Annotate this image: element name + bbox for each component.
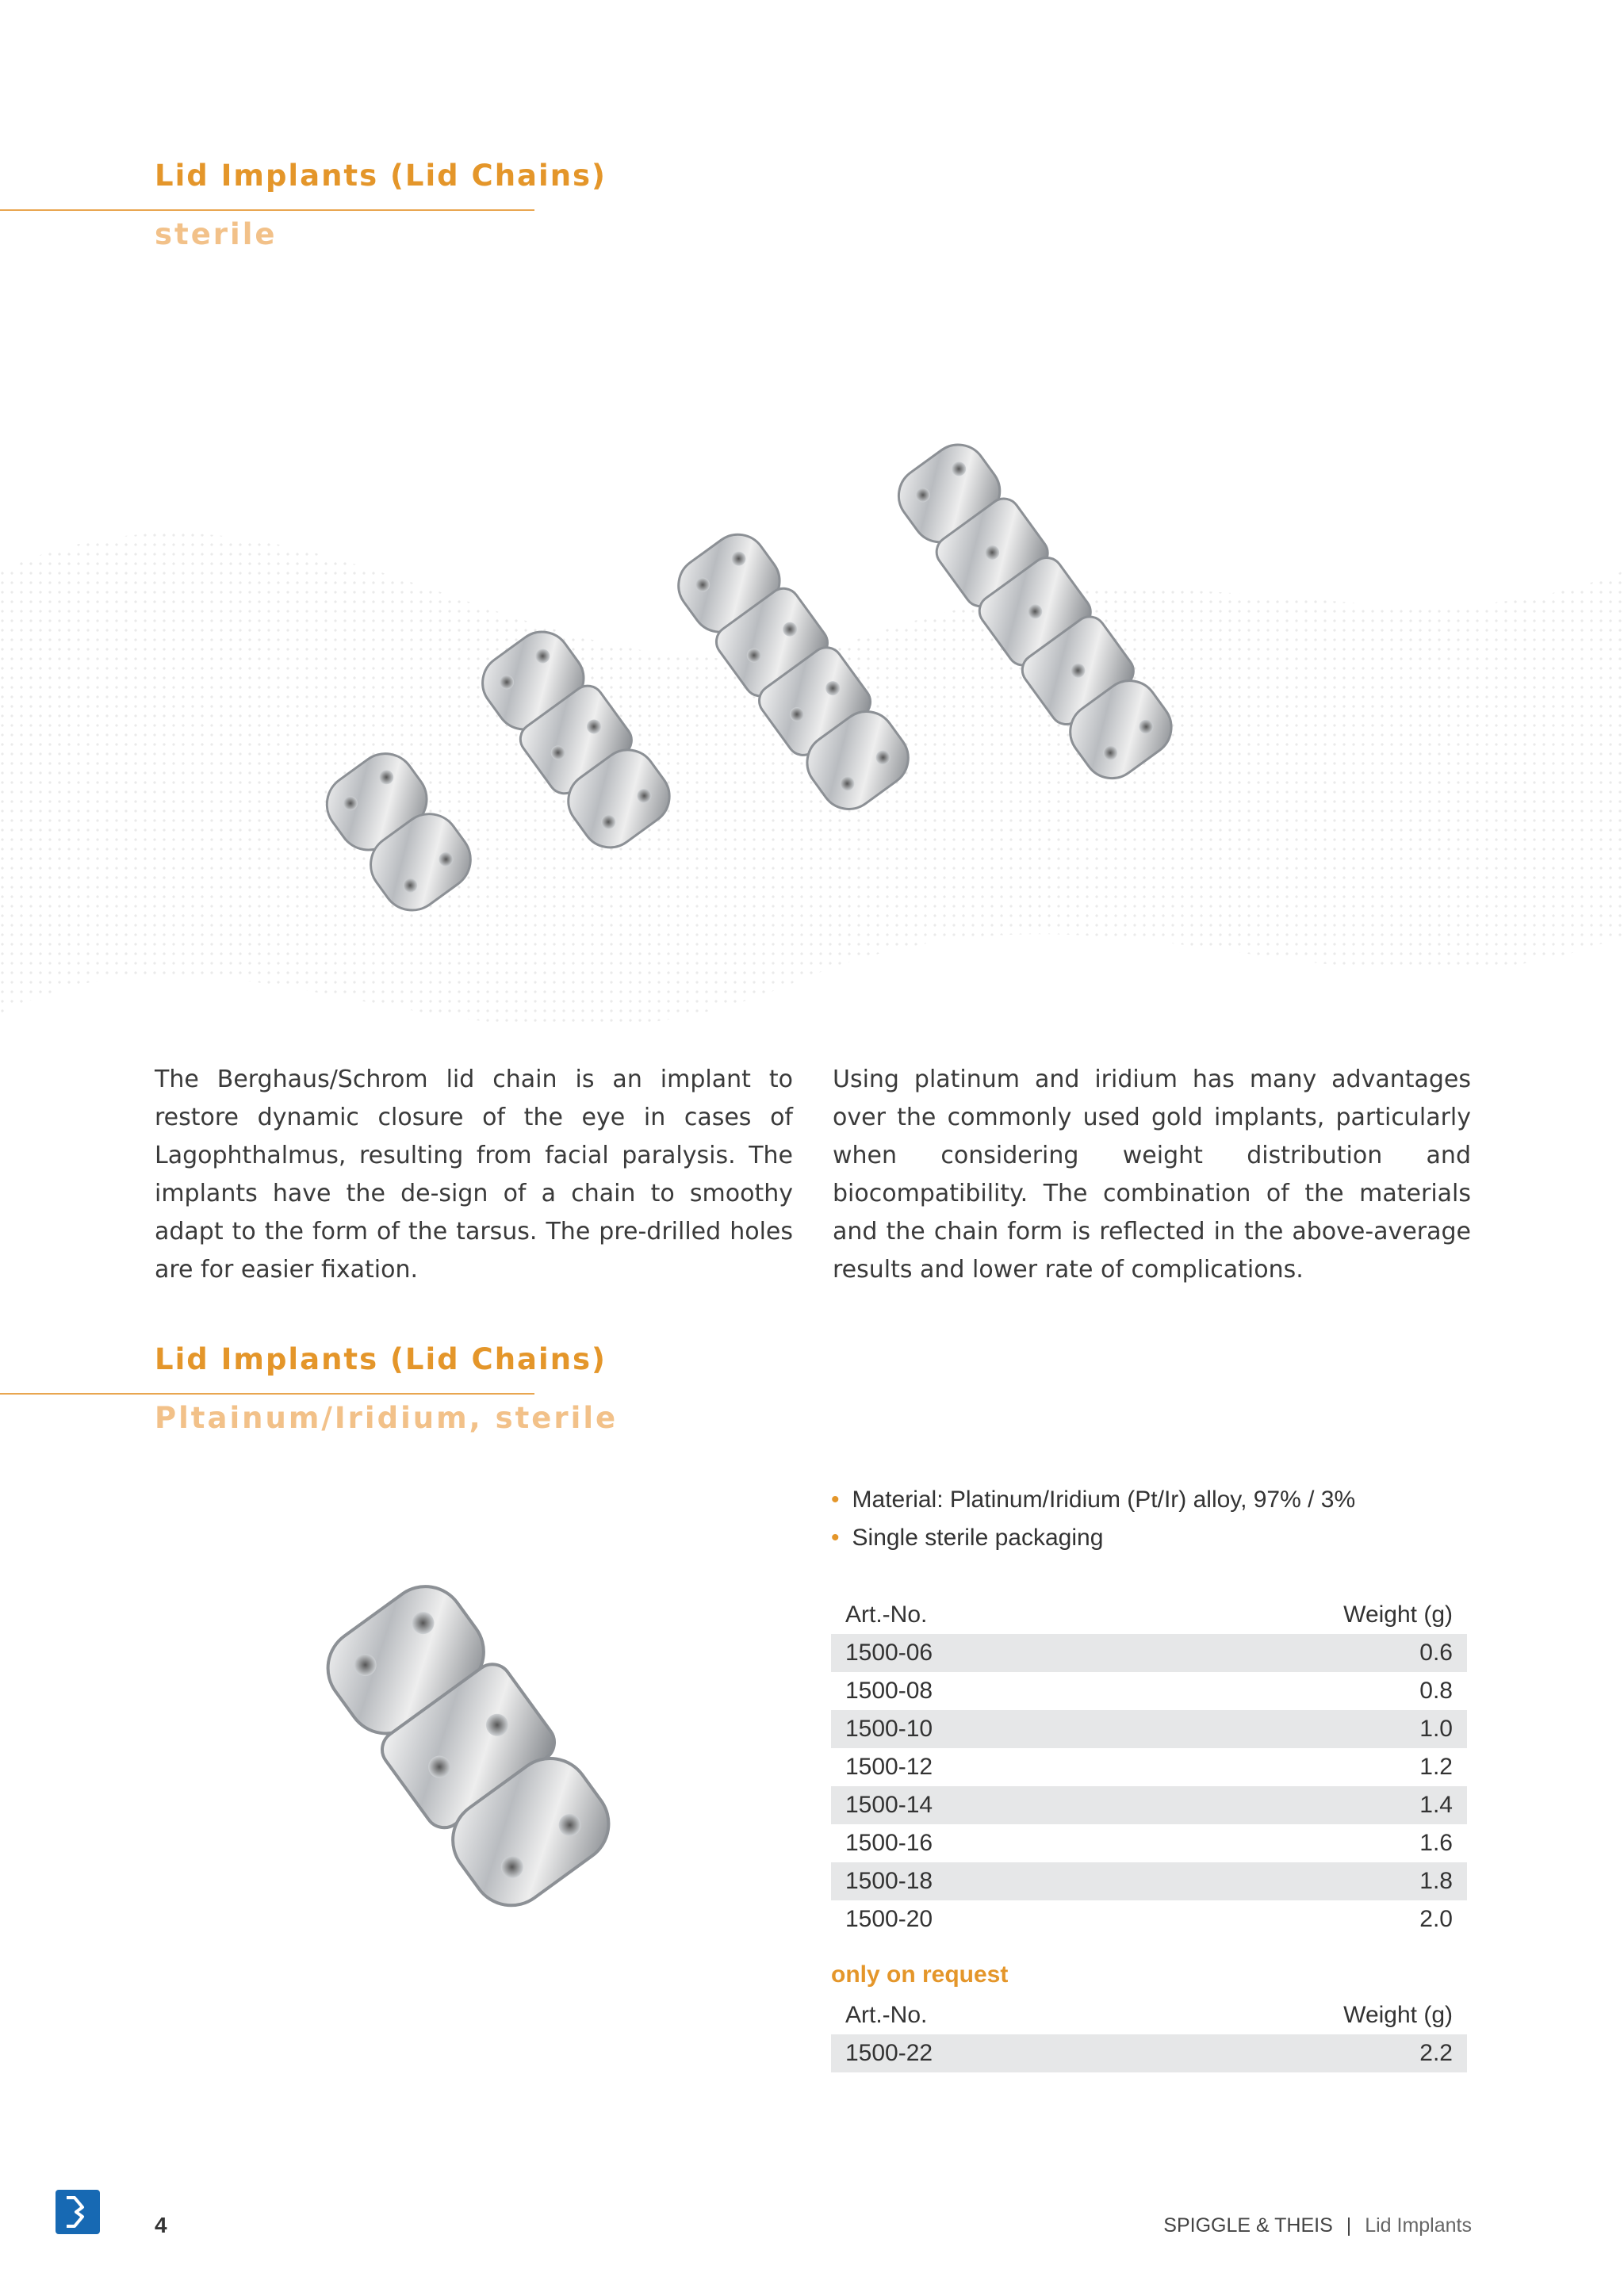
section1-rule (0, 209, 534, 211)
art-no-header: Art.-No. (845, 1601, 928, 1628)
section1-subtitle: sterile (155, 217, 278, 251)
bullet-dot-icon: • (831, 1487, 840, 1513)
table-row: 1500-08 0.8 (845, 1678, 1453, 1704)
section1-title: Lid Implants (Lid Chains) (155, 159, 607, 193)
table-row: 1500-18 1.8 (831, 1862, 1467, 1900)
weight-header: Weight (g) (1343, 2002, 1453, 2028)
single-lid-chain-image (278, 1554, 658, 1934)
table-header-row (831, 1596, 1467, 1634)
section2-subtitle: Pltainum/Iridium, sterile (155, 1401, 619, 1435)
section2-rule (0, 1393, 534, 1395)
feature-item: • Single sterile packaging (831, 1525, 1104, 1551)
table-row: 1500-22 2.2 (831, 2034, 1467, 2072)
intro-right-paragraph: Using platinum and iridium has many advantages over the commonly used gold implants, particularly when considering weight distribution and biocompatibility. The combination of the materials and the chain form is reflected in the above-average results and lower rate of complications. (833, 1066, 1471, 1284)
feature-list (831, 1481, 1355, 1557)
weight-table (831, 1596, 1467, 1938)
table-row: 1500-20 2.0 (845, 1906, 1453, 1932)
art-no-header: Art.-No. (845, 2002, 928, 2028)
bullet-dot-icon: • (831, 1525, 840, 1551)
table-row: 1500-06 0.6 (831, 1634, 1467, 1672)
footer-separator: | (1346, 2214, 1352, 2237)
table-row: 1500-10 1.0 (831, 1710, 1467, 1748)
spiggle-theis-logo-icon (56, 2190, 100, 2234)
table-row: 1500-16 1.6 (845, 1830, 1453, 1856)
weight-header: Weight (g) (1343, 1601, 1453, 1628)
table-row: 1500-12 1.2 (845, 1754, 1453, 1780)
page-number: 4 (155, 2213, 167, 2237)
footer-section: Lid Implants (1365, 2214, 1472, 2237)
on-request-table (831, 1996, 1467, 2072)
lid-chains-product-image (301, 317, 1316, 983)
feature-item: • Material: Platinum/Iridium (Pt/Ir) alloy, 97% / 3% (831, 1487, 1356, 1513)
footer-text (1163, 2214, 1472, 2237)
intro-left-paragraph: The Berghaus/Schrom lid chain is an implant to restore dynamic closure of the eye in cases of Lagophthalmus, resulting from facial paralysis. The implants have the de-sign of a chain to smoothy adapt to the form of the tarsus. The pre-drilled holes are for easier fixation. (155, 1066, 793, 1284)
section2-title: Lid Implants (Lid Chains) (155, 1342, 607, 1376)
on-request-label: only on request (831, 1961, 1009, 1988)
table-row: 1500-14 1.4 (831, 1786, 1467, 1824)
table-header-row (831, 1996, 1467, 2034)
footer-brand: SPIGGLE & THEIS (1163, 2214, 1333, 2237)
